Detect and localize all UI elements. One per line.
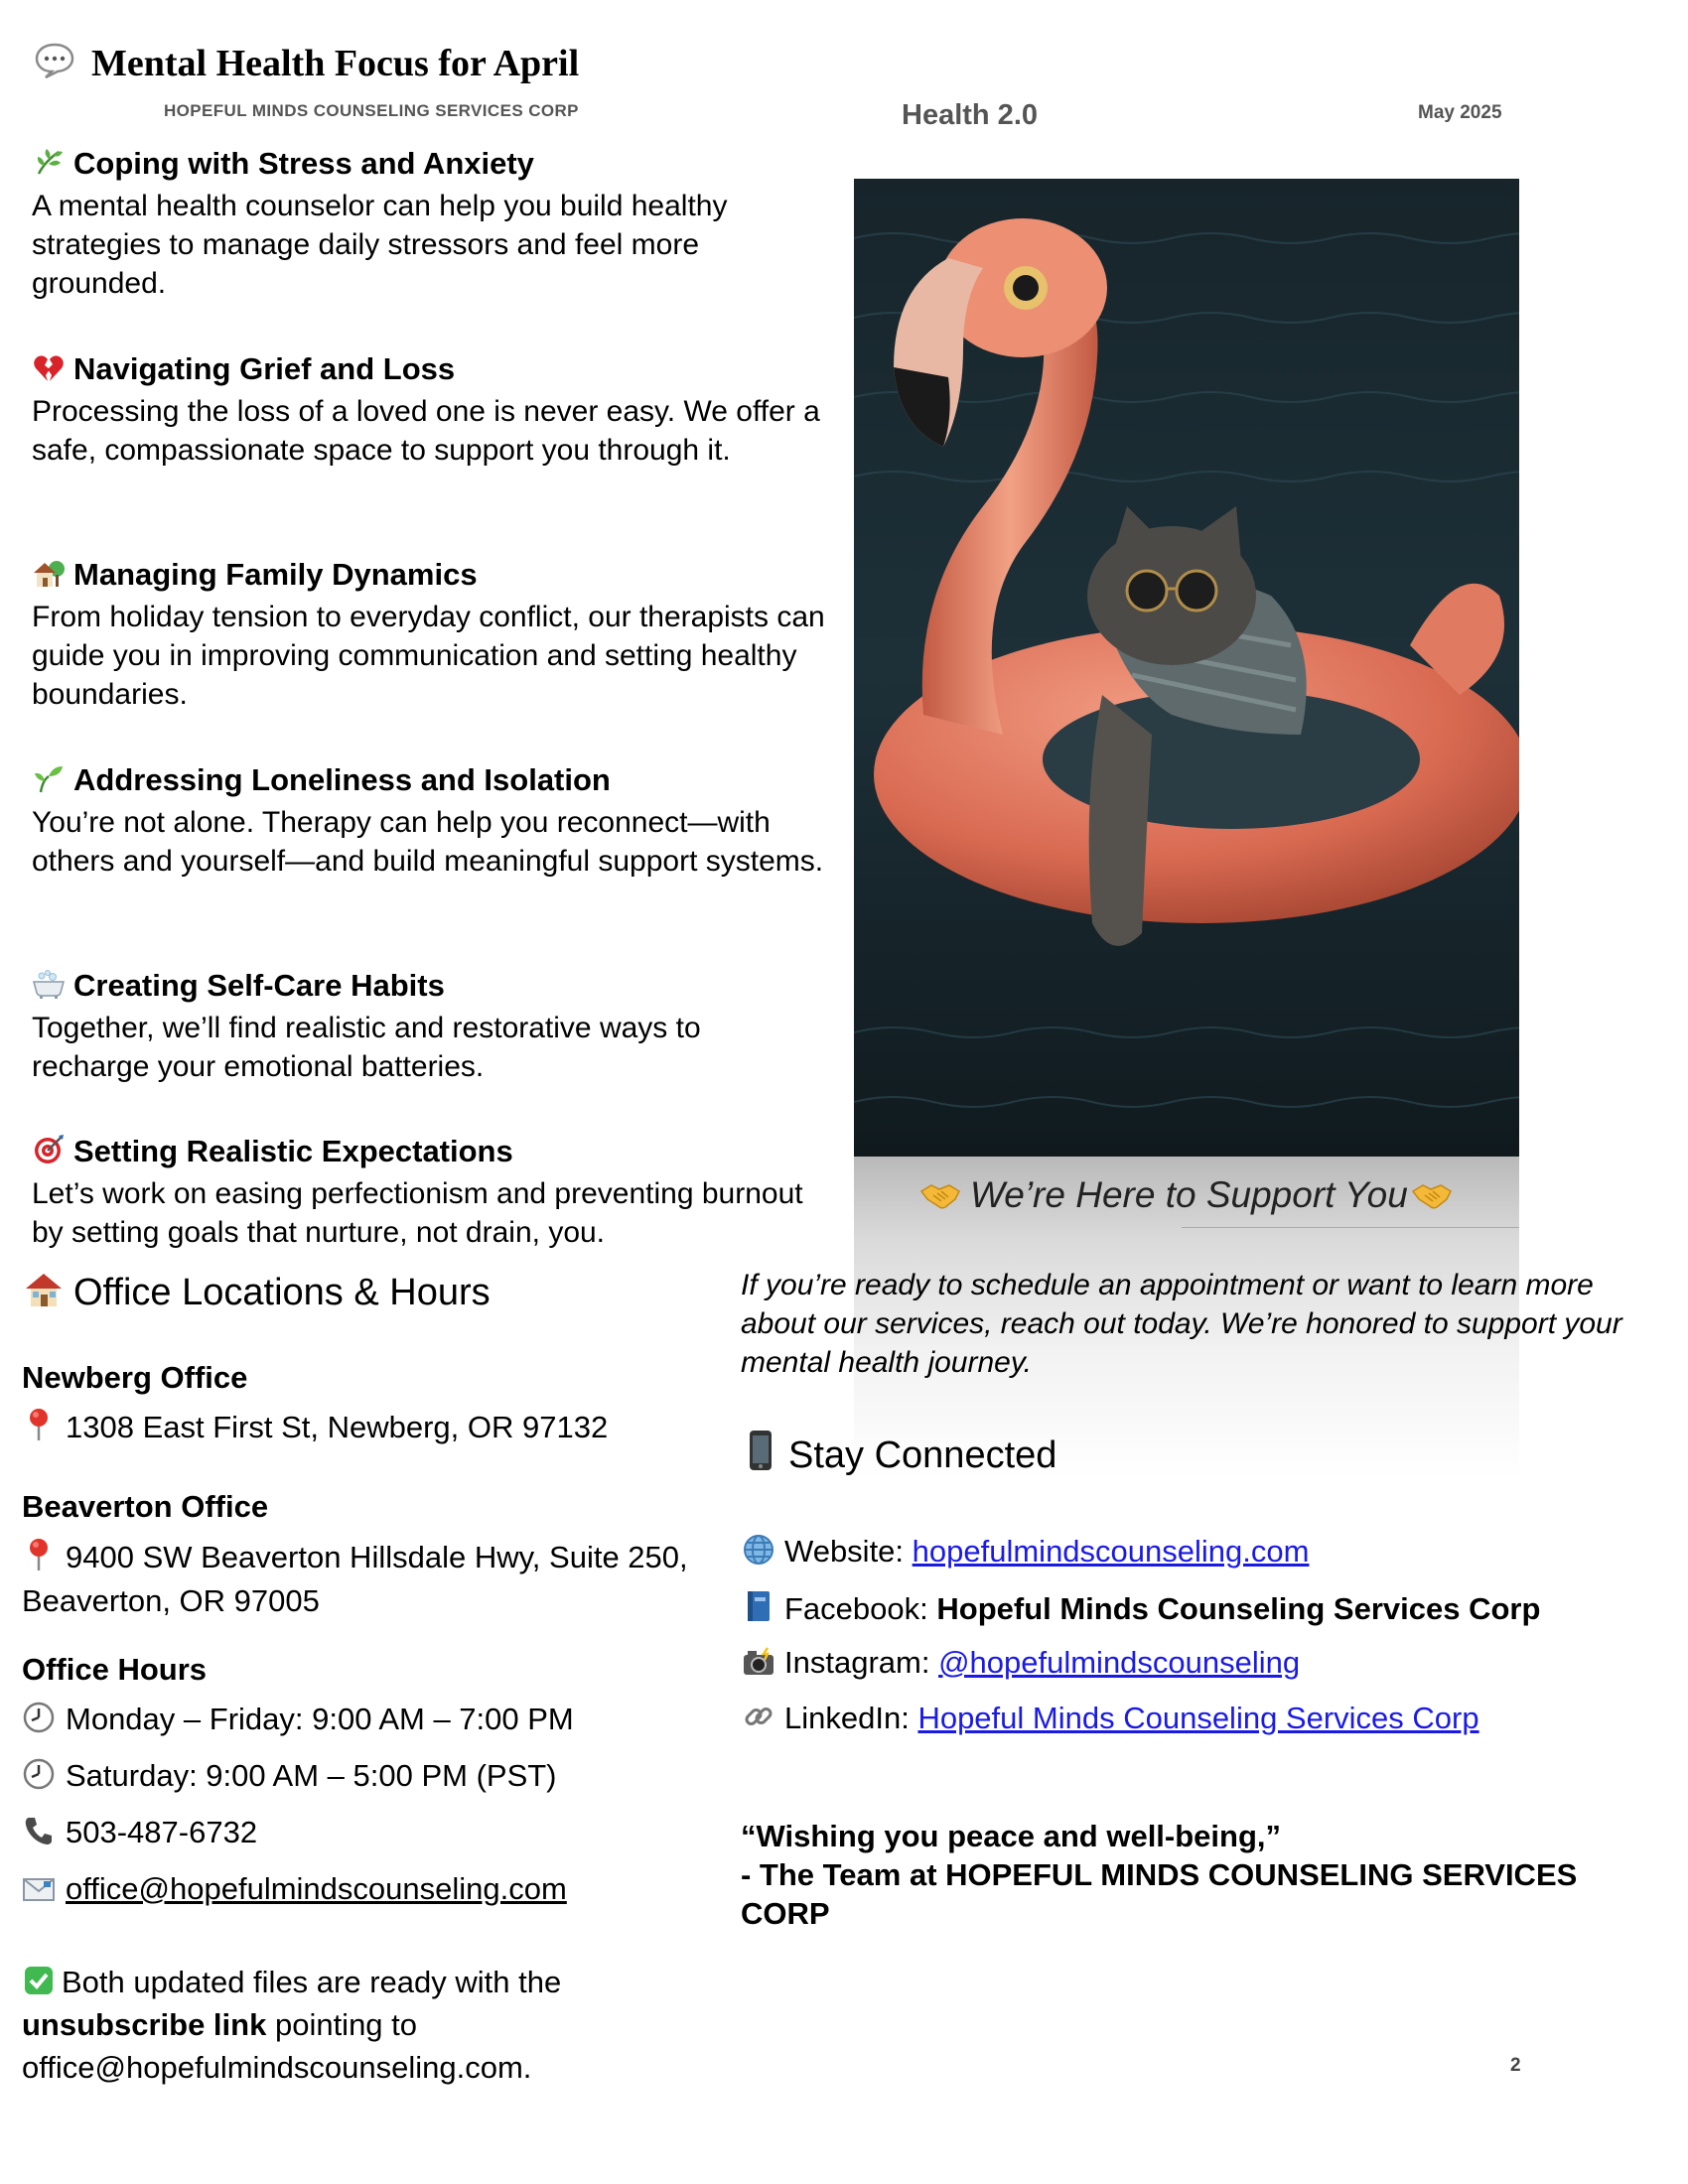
linkedin-link[interactable]: Hopeful Minds Counseling Services Corp (917, 1701, 1479, 1735)
check-mark-icon (22, 1961, 56, 2003)
handshake-icon (918, 1174, 962, 1216)
topic-stress (32, 145, 826, 303)
topic-body: From holiday tension to everyday conflict, our therapists can guide you in improving communication and setting healthy boundaries. (32, 601, 825, 711)
topic-expectations (32, 1133, 826, 1252)
website-line (741, 1534, 1309, 1570)
stay-connected-heading (741, 1430, 1056, 1477)
clock-icon (22, 1754, 56, 1798)
topic-body: Together, we’ll find realistic and restorative ways to recharge your emotional batteries. (32, 1012, 701, 1083)
facebook-value: Hopeful Minds Counseling Services Corp (936, 1591, 1541, 1626)
website-link[interactable]: hopefulmindscounseling.com (912, 1534, 1310, 1569)
hours-weekday (22, 1698, 574, 1741)
email-line (22, 1867, 567, 1911)
page-title-text: Mental Health Focus for April (91, 43, 580, 84)
phone-line (22, 1811, 257, 1854)
mobile-phone-icon (741, 1430, 780, 1477)
topic-self-care (32, 967, 826, 1086)
topic-title: Managing Family Dynamics (73, 557, 478, 592)
facebook-line (741, 1589, 1540, 1627)
support-text: If you’re ready to schedule an appointment or want to learn more about our services, reach out today. We’re honored to support your mental health journey. (741, 1269, 1622, 1379)
topic-family (32, 556, 826, 714)
hours-weekday-text: Monday – Friday: 9:00 AM – 7:00 PM (66, 1702, 574, 1736)
linkedin-line (741, 1701, 1479, 1736)
note-text-end: pointing to office@hopefulmindscounseling.com. (22, 2007, 532, 2085)
house-with-garden-icon (32, 556, 66, 594)
linkedin-label: LinkedIn: (784, 1701, 918, 1735)
bathtub-icon (32, 967, 66, 1005)
facebook-label: Facebook: (784, 1591, 937, 1626)
topic-body: A mental health counselor can help you build healthy strategies to manage daily stressors and feel more grounded. (32, 190, 728, 300)
office-heading (22, 1271, 491, 1314)
camera-flash-icon (741, 1645, 776, 1681)
page-title (32, 42, 579, 85)
signoff-line: “Wishing you peace and well-being,” (741, 1819, 1282, 1853)
newberg-label: Newberg Office (22, 1360, 248, 1395)
divider (1182, 1227, 1519, 1228)
page-number: 2 (1510, 2055, 1521, 2076)
topic-body: You’re not alone. Therapy can help you reconnect—with others and yourself—and build meaningful support systems. (32, 806, 824, 878)
handshake-icon (1410, 1174, 1454, 1216)
support-heading (918, 1174, 1462, 1216)
note-text: Both updated files are ready with the (62, 1965, 562, 1999)
topic-body: Processing the loss of a loved one is never easy. We offer a safe, compassionate space to support you through it. (32, 395, 820, 467)
topic-loneliness (32, 761, 826, 881)
newberg-address (22, 1406, 608, 1449)
hours-label: Office Hours (22, 1652, 208, 1687)
signoff (741, 1817, 1654, 1933)
pin-icon (22, 1536, 56, 1579)
target-icon (32, 1133, 66, 1170)
office-heading-text: Office Locations & Hours (73, 1272, 491, 1313)
issue-date: May 2025 (1418, 102, 1502, 123)
phone-icon (22, 1811, 56, 1854)
hours-saturday-text: Saturday: 9:00 AM – 5:00 PM (PST) (66, 1758, 557, 1793)
newberg-address-text: 1308 East First St, Newberg, OR 97132 (66, 1410, 609, 1444)
email-link[interactable]: office@hopefulmindscounseling.com (66, 1871, 567, 1906)
topic-body: Let’s work on easing perfectionism and preventing burnout by setting goals that nurture, not drain, you. (32, 1177, 803, 1249)
topic-title: Setting Realistic Expectations (73, 1134, 513, 1168)
seedling-icon (32, 761, 66, 799)
email-icon (22, 1867, 56, 1911)
pin-icon (22, 1406, 56, 1449)
signoff-team: - The Team at HOPEFUL MINDS COUNSELING SERVICES CORP (741, 1857, 1578, 1931)
clock-icon (22, 1698, 56, 1741)
topic-title: Navigating Grief and Loss (73, 351, 456, 386)
beaverton-label: Beaverton Office (22, 1489, 269, 1524)
beaverton-address (22, 1536, 697, 1623)
speech-bubble-icon (32, 42, 77, 85)
topic-grief (32, 350, 826, 470)
issue-label: Health 2.0 (902, 99, 1038, 131)
globe-icon (741, 1534, 776, 1570)
beaverton-address-text: 9400 SW Beaverton Hillsdale Hwy, Suite 250, Beaverton, OR 97005 (22, 1540, 688, 1618)
house-icon (22, 1271, 66, 1314)
topic-title: Coping with Stress and Anxiety (73, 146, 534, 181)
instagram-label: Instagram: (784, 1645, 939, 1680)
note-bold-text: unsubscribe link (22, 2007, 267, 2042)
broken-heart-icon (32, 350, 66, 388)
topic-title: Creating Self-Care Habits (73, 968, 445, 1003)
cat-flamingo-photo (854, 179, 1519, 1157)
phone-number: 503-487-6732 (66, 1815, 258, 1849)
stay-connected-text: Stay Connected (788, 1434, 1057, 1476)
instagram-link[interactable]: @hopefulmindscounseling (938, 1645, 1301, 1680)
hours-saturday (22, 1754, 557, 1798)
org-name: HOPEFUL MINDS COUNSELING SERVICES CORP (164, 101, 579, 120)
support-title-text: We’re Here to Support You (970, 1174, 1408, 1215)
blue-book-icon (741, 1589, 776, 1627)
instagram-line (741, 1645, 1300, 1681)
link-icon (741, 1701, 776, 1736)
herb-icon (32, 145, 66, 183)
website-label: Website: (784, 1534, 913, 1569)
topic-title: Addressing Loneliness and Isolation (73, 762, 611, 797)
update-note (22, 1961, 697, 2089)
